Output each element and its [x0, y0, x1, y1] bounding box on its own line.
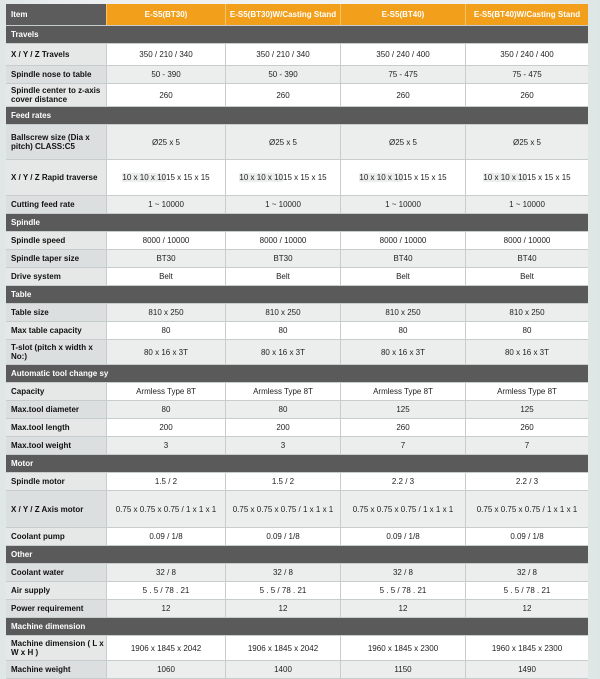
cell: 0.75 x 0.75 x 0.75 / 1 x 1 x 1	[106, 491, 225, 527]
cell: 12	[106, 600, 225, 617]
cell: 32 / 8	[225, 564, 340, 581]
row-label: Max.tool diameter	[6, 401, 106, 418]
cell: 350 / 210 / 340	[225, 44, 340, 65]
row-label: Power requirement	[6, 600, 106, 617]
cell: 12	[225, 600, 340, 617]
cell: 1906 x 1845 x 2042	[106, 636, 225, 660]
cell: 125	[465, 401, 588, 418]
cell: Ø25 x 5	[340, 125, 465, 159]
cell: 5 . 5 / 78 . 21	[106, 582, 225, 599]
header-model-2: E-S5(BT30)W/Casting Stand	[225, 4, 340, 25]
cell: Belt	[465, 268, 588, 285]
row-tool-diameter	[6, 401, 588, 419]
cell: 5 . 5 / 78 . 21	[340, 582, 465, 599]
cell: 80 x 16 x 3T	[106, 340, 225, 364]
row-label: Spindle nose to table	[6, 66, 106, 83]
cell: 80	[225, 401, 340, 418]
cell: 200	[225, 419, 340, 436]
row-spindle-motor	[6, 473, 588, 491]
cell: 1400	[225, 661, 340, 678]
cell: 50 - 390	[106, 66, 225, 83]
cell-top: 10 x 10 x 10	[122, 173, 166, 182]
row-label: X / Y / Z Travels	[6, 44, 106, 65]
cell: 260	[465, 84, 588, 106]
cell: Ø25 x 5	[106, 125, 225, 159]
row-label: Spindle speed	[6, 232, 106, 249]
cell: 1960 x 1845 x 2300	[340, 636, 465, 660]
section-table: Table	[6, 286, 588, 304]
cell	[465, 160, 588, 195]
header-item: Item	[6, 4, 106, 25]
row-label: T-slot (pitch x width x No:)	[6, 340, 106, 364]
row-label: Machine dimension ( L x W x H )	[6, 636, 106, 660]
row-machine-dimension	[6, 636, 588, 661]
row-spindle-nose	[6, 66, 588, 84]
cell: 125	[340, 401, 465, 418]
row-drive-system	[6, 268, 588, 286]
row-label: Ballscrew size (Dia x pitch) CLASS:C5	[6, 125, 106, 159]
cell: 260	[225, 84, 340, 106]
cell: 1 ~ 10000	[340, 196, 465, 213]
cell: 1.5 / 2	[106, 473, 225, 490]
cell: Ø25 x 5	[465, 125, 588, 159]
cell: 350 / 240 / 400	[340, 44, 465, 65]
cell: 75 - 475	[465, 66, 588, 83]
cell: 3	[106, 437, 225, 454]
row-rapid-traverse	[6, 160, 588, 196]
cell: 80	[106, 401, 225, 418]
row-label: Drive system	[6, 268, 106, 285]
row-label: Air supply	[6, 582, 106, 599]
cell: Belt	[106, 268, 225, 285]
cell-bottom: 15 x 15 x 15	[166, 173, 210, 182]
cell: 0.09 / 1/8	[340, 528, 465, 545]
header-model-1: E-S5(BT30)	[106, 4, 225, 25]
cell: 2.2 / 3	[340, 473, 465, 490]
cell: 260	[340, 84, 465, 106]
row-tool-weight	[6, 437, 588, 455]
cell: 5 . 5 / 78 . 21	[225, 582, 340, 599]
row-table-capacity	[6, 322, 588, 340]
cell: 75 - 475	[340, 66, 465, 83]
cell: 0.75 x 0.75 x 0.75 / 1 x 1 x 1	[465, 491, 588, 527]
cell: 8000 / 10000	[225, 232, 340, 249]
cell: 32 / 8	[106, 564, 225, 581]
cell: Belt	[225, 268, 340, 285]
row-tool-length	[6, 419, 588, 437]
cell-top: 10 x 10 x 10	[359, 173, 403, 182]
row-label: Machine weight	[6, 661, 106, 678]
cell: 810 x 250	[225, 304, 340, 321]
cell: 1490	[465, 661, 588, 678]
cell-top: 10 x 10 x 10	[483, 173, 527, 182]
cell: Armless Type 8T	[465, 383, 588, 400]
section-spindle: Spindle	[6, 214, 588, 232]
row-tslot	[6, 340, 588, 365]
cell: 260	[106, 84, 225, 106]
cell-bottom: 15 x 15 x 15	[283, 173, 327, 182]
row-label: Max.tool length	[6, 419, 106, 436]
row-spindle-taper	[6, 250, 588, 268]
section-machine-dimension: Machine dimension	[6, 618, 588, 636]
cell: 1 ~ 10000	[225, 196, 340, 213]
cell: 7	[340, 437, 465, 454]
cell: 12	[340, 600, 465, 617]
row-label: X / Y / Z Rapid traverse	[6, 160, 106, 195]
cell: 80	[340, 322, 465, 339]
cell: 1 ~ 10000	[465, 196, 588, 213]
cell: 12	[465, 600, 588, 617]
cell: 810 x 250	[465, 304, 588, 321]
cell: 260	[340, 419, 465, 436]
cell: Armless Type 8T	[340, 383, 465, 400]
cell: 1060	[106, 661, 225, 678]
row-xyz-travels	[6, 44, 588, 66]
cell: 0.75 x 0.75 x 0.75 / 1 x 1 x 1	[225, 491, 340, 527]
cell: 80	[225, 322, 340, 339]
cell: BT30	[225, 250, 340, 267]
cell: Ø25 x 5	[225, 125, 340, 159]
cell: 1906 x 1845 x 2042	[225, 636, 340, 660]
cell: 80	[465, 322, 588, 339]
cell: 260	[465, 419, 588, 436]
cell: 1 ~ 10000	[106, 196, 225, 213]
cell: 0.09 / 1/8	[465, 528, 588, 545]
row-label: Max.tool weight	[6, 437, 106, 454]
cell: BT40	[465, 250, 588, 267]
row-label: Cutting feed rate	[6, 196, 106, 213]
cell: 1150	[340, 661, 465, 678]
cell: Armless Type 8T	[106, 383, 225, 400]
cell	[106, 160, 225, 195]
row-ballscrew	[6, 125, 588, 160]
cell: 32 / 8	[340, 564, 465, 581]
row-label: Spindle taper size	[6, 250, 106, 267]
cell: 810 x 250	[340, 304, 465, 321]
cell: 7	[465, 437, 588, 454]
row-coolant-pump	[6, 528, 588, 546]
cell: 32 / 8	[465, 564, 588, 581]
section-atc: Automatic tool change sy	[6, 365, 588, 383]
cell: 8000 / 10000	[340, 232, 465, 249]
row-label: Coolant water	[6, 564, 106, 581]
cell	[225, 160, 340, 195]
row-spindle-center	[6, 84, 588, 107]
cell: 0.09 / 1/8	[106, 528, 225, 545]
cell: 5 . 5 / 78 . 21	[465, 582, 588, 599]
row-atc-capacity	[6, 383, 588, 401]
cell-bottom: 15 x 15 x 15	[527, 173, 571, 182]
cell: 810 x 250	[106, 304, 225, 321]
cell-top: 10 x 10 x 10	[239, 173, 283, 182]
cell: BT30	[106, 250, 225, 267]
row-axis-motor	[6, 491, 588, 528]
row-machine-weight	[6, 661, 588, 679]
cell: 0.09 / 1/8	[225, 528, 340, 545]
spec-table	[6, 4, 588, 679]
cell: Armless Type 8T	[225, 383, 340, 400]
header-row	[6, 4, 588, 26]
cell: 80	[106, 322, 225, 339]
cell: 200	[106, 419, 225, 436]
cell: 350 / 240 / 400	[465, 44, 588, 65]
row-label: X / Y / Z Axis motor	[6, 491, 106, 527]
section-travels: Travels	[6, 26, 588, 44]
row-power-requirement	[6, 600, 588, 618]
row-label: Table size	[6, 304, 106, 321]
header-model-4: E-S5(BT40)W/Casting Stand	[465, 4, 588, 25]
row-table-size	[6, 304, 588, 322]
cell: 8000 / 10000	[106, 232, 225, 249]
header-model-3: E-S5(BT40)	[340, 4, 465, 25]
section-motor: Motor	[6, 455, 588, 473]
row-label: Spindle motor	[6, 473, 106, 490]
cell: BT40	[340, 250, 465, 267]
cell: 80 x 16 x 3T	[465, 340, 588, 364]
section-other: Other	[6, 546, 588, 564]
cell: 0.75 x 0.75 x 0.75 / 1 x 1 x 1	[340, 491, 465, 527]
cell: 80 x 16 x 3T	[340, 340, 465, 364]
row-label: Capacity	[6, 383, 106, 400]
cell: 8000 / 10000	[465, 232, 588, 249]
cell: 3	[225, 437, 340, 454]
row-spindle-speed	[6, 232, 588, 250]
row-cutting-feed	[6, 196, 588, 214]
row-label: Max table capacity	[6, 322, 106, 339]
cell: Belt	[340, 268, 465, 285]
row-label: Coolant pump	[6, 528, 106, 545]
row-coolant-water	[6, 564, 588, 582]
row-air-supply	[6, 582, 588, 600]
cell: 1.5 / 2	[225, 473, 340, 490]
cell: 50 - 390	[225, 66, 340, 83]
cell-bottom: 15 x 15 x 15	[403, 173, 447, 182]
cell: 350 / 210 / 340	[106, 44, 225, 65]
cell: 1960 x 1845 x 2300	[465, 636, 588, 660]
row-label: Spindle center to z-axis cover distance	[6, 84, 106, 106]
section-feed-rates: Feed rates	[6, 107, 588, 125]
cell	[340, 160, 465, 195]
cell: 80 x 16 x 3T	[225, 340, 340, 364]
cell: 2.2 / 3	[465, 473, 588, 490]
